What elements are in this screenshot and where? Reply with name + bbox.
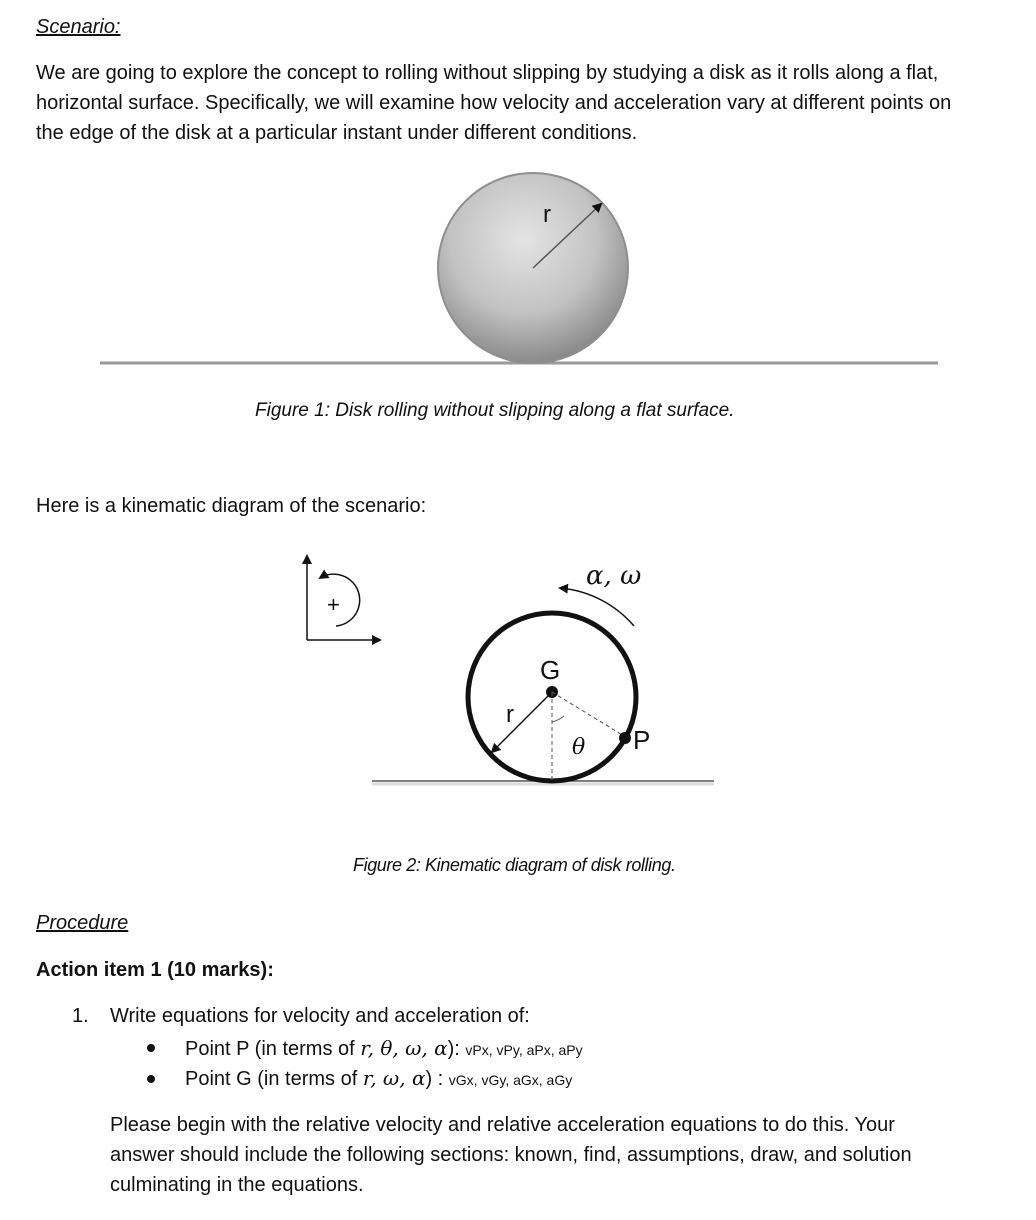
bullet-g-quantities: vGx, vGy, aGx, aGy [448,1072,573,1088]
bullet-g-prefix: Point G (in terms of [185,1068,363,1090]
center-label-g: G [540,655,561,685]
kinematic-intro-text: Here is a kinematic diagram of the scenario: [36,495,427,517]
figure1-diagram [100,173,938,363]
figure2-radius-arrow [492,692,552,752]
closing-line-3: culminating in the equations. [110,1174,364,1196]
item-text: Write equations for velocity and acceleration of: [110,1005,530,1027]
scenario-line-2: horizontal surface. Specifically, we will examine how velocity and acceleration vary at different points on [36,92,952,114]
bullet-g-suffix: ) : [425,1068,449,1090]
theta-arc [552,716,564,722]
bullet-p-suffix: ): [447,1038,466,1060]
scenario-heading: Scenario: [36,16,121,38]
angular-motion-arrow [560,588,634,626]
bullet-point-g [185,1063,572,1095]
closing-line-2: answer should include the following sections: known, find, assumptions, draw, and solution [110,1144,912,1166]
item-number: 1. [72,1005,89,1027]
bullet-dot-2 [147,1075,155,1083]
sign-convention-label: + [327,592,340,617]
bullet-dot-1 [147,1044,155,1052]
procedure-heading: Procedure [36,912,129,934]
figure2-diagram [307,556,714,784]
closing-line-1: Please begin with the relative velocity and relative acceleration equations to do this. Your [110,1114,895,1136]
angular-label: α, ω [586,561,642,591]
bullet-point-p [185,1033,583,1065]
radial-dashed-line [552,692,624,736]
scenario-line-3: the edge of the disk at a particular instant under different conditions. [36,122,638,144]
figure1-radius-label: r [543,201,551,228]
figure1-caption: Figure 1: Disk rolling without slipping along a flat surface. [255,400,735,421]
figure2-caption: Figure 2: Kinematic diagram of disk rolling. [353,855,676,875]
point-p [619,732,631,744]
bullet-p-quantities: vPx, vPy, aPx, aPy [465,1042,583,1058]
figure2-radius-label: r [506,701,514,728]
action-item-title: Action item 1 (10 marks): [36,959,274,981]
bullet-p-prefix: Point P (in terms of [185,1038,361,1060]
bullet-p-vars: r, θ, ω, α [360,1036,448,1060]
bullet-g-vars: r, ω, α [362,1066,426,1090]
point-label-p: P [633,725,651,755]
scenario-line-1: We are going to explore the concept to rolling without slipping by studying a disk as it rolls along a flat, [36,62,939,84]
theta-label: θ [572,735,586,760]
